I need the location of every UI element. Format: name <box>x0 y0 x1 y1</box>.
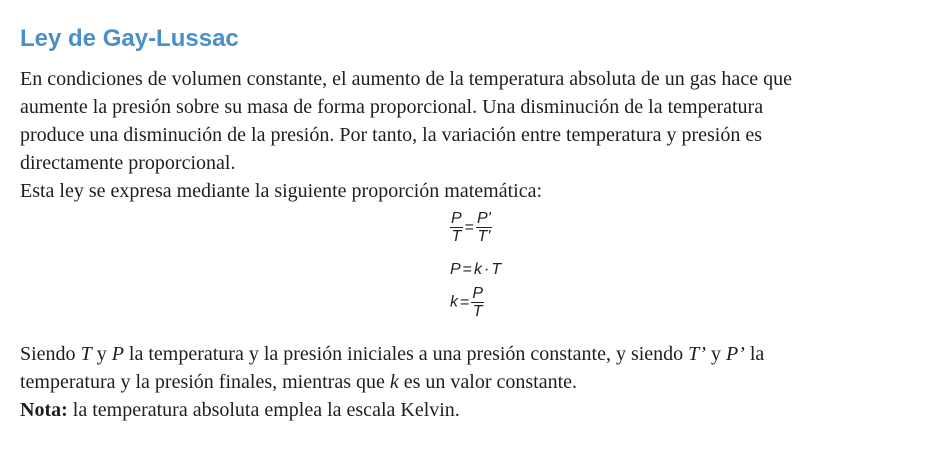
intro-line: Esta ley se expresa mediante la siguiente proporción matemática: <box>20 180 543 202</box>
equals-sign: = <box>464 218 475 236</box>
text-run: es un valor constante. <box>398 371 578 393</box>
text-run: la <box>744 343 765 365</box>
numerator: P <box>472 285 484 302</box>
fraction-p2-over-t2 <box>476 210 492 245</box>
constant-k: k <box>474 261 483 279</box>
text-run: y <box>91 343 112 365</box>
formula-product <box>450 261 501 279</box>
fraction-p-over-t <box>471 285 484 320</box>
note-line <box>20 396 935 424</box>
denominator: T' <box>477 228 491 245</box>
intro-line: directamente proporcional. <box>20 152 236 174</box>
explanation-line <box>20 340 935 368</box>
text-run: y <box>705 343 726 365</box>
rhs-variable: T <box>491 261 502 279</box>
intro-line: produce una disminución de la presión. Por tanto, la variación entre temperatura y presión es <box>20 124 762 146</box>
section-heading: Ley de Gay-Lussac <box>20 25 239 52</box>
variable-p: P <box>111 343 124 365</box>
intro-line: aumente la presión sobre su masa de forma proporcional. Una disminución de la temperatura <box>20 96 764 118</box>
equals-sign: = <box>462 261 473 278</box>
formula-constant <box>450 285 484 320</box>
formula-ratio <box>450 210 492 245</box>
variable-t-prime: T’ <box>688 343 706 365</box>
numerator: P' <box>477 210 491 227</box>
note-text: la temperatura absoluta emplea la escala Kelvin. <box>67 399 460 421</box>
variable-t: T <box>80 343 92 365</box>
text-run: Siendo <box>20 343 81 365</box>
note-label: Nota: <box>20 399 68 421</box>
fraction-p-over-t <box>450 210 463 245</box>
text-run: temperatura y la presión finales, mientras que <box>20 371 390 393</box>
explanation-line <box>20 368 935 396</box>
variable-k: k <box>389 371 399 393</box>
numerator: P <box>451 210 462 227</box>
variable-p-prime: P’ <box>725 343 745 365</box>
lhs-variable: P <box>450 261 461 279</box>
lhs-variable: k <box>450 293 458 311</box>
explanation-paragraph <box>20 340 935 424</box>
formula-block <box>450 205 570 335</box>
intro-paragraph <box>20 65 935 205</box>
denominator: T <box>472 303 483 320</box>
text-run: la temperatura y la presión iniciales a una presión constante, y siendo <box>123 343 689 365</box>
equals-sign: = <box>460 293 470 311</box>
multiply-dot: · <box>484 261 490 278</box>
denominator: T <box>451 228 462 245</box>
intro-line: En condiciones de volumen constante, el aumento de la temperatura absoluta de un gas hace que <box>20 68 792 90</box>
